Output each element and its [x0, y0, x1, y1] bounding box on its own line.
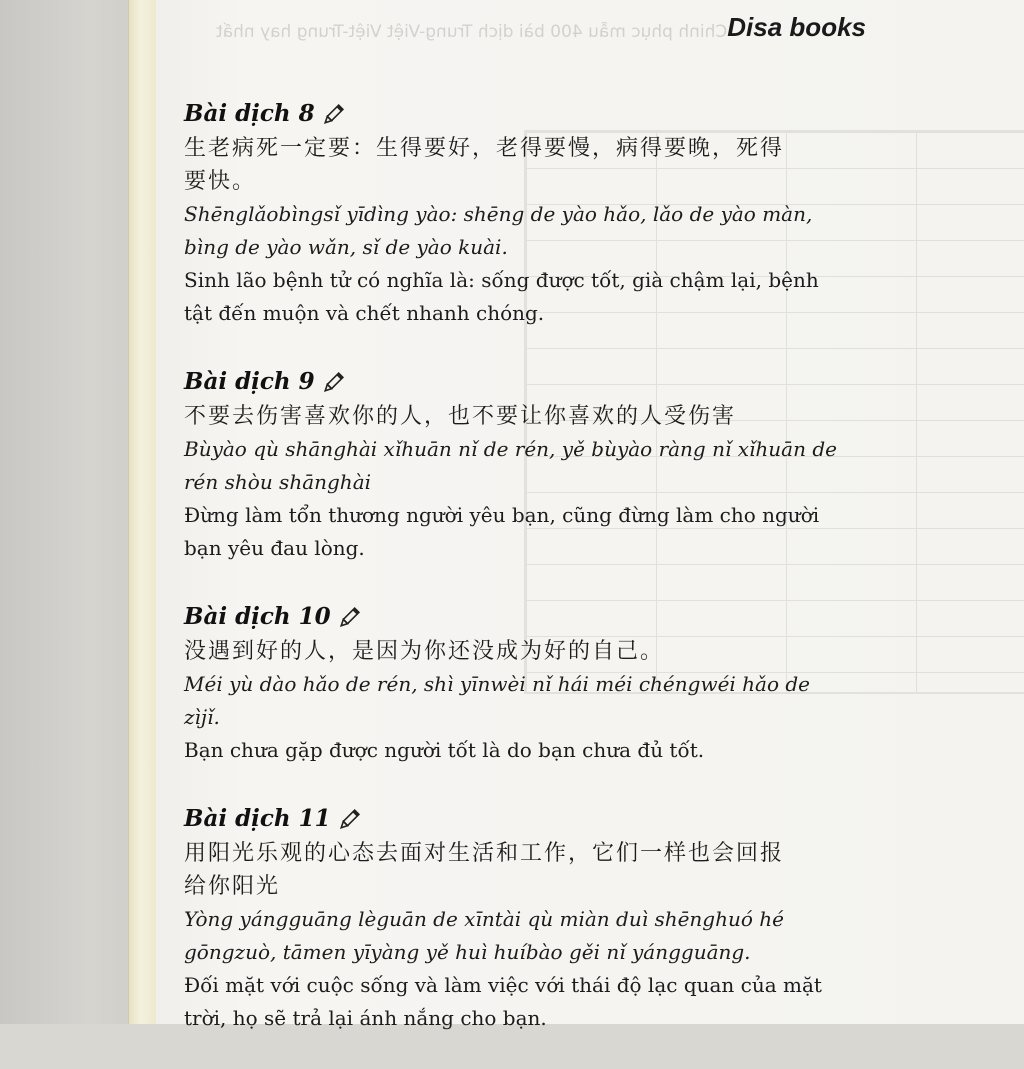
chinese-text: 用阳光乐观的心态去面对生活和工作，它们一样也会回报: [184, 841, 785, 866]
bleed-through-header: Chinh phục mẫu 400 bài dịch Trung-Việt Việt-Trung hay nhất: [216, 22, 728, 42]
section-title: [184, 801, 874, 837]
translation-section: [184, 364, 874, 565]
pencil-icon: [337, 807, 361, 831]
chinese-text: 给你阳光: [184, 874, 281, 899]
section-title-text: Bài dịch 11: [184, 805, 331, 832]
vietnamese-text: Đối mặt với cuộc sống và làm việc với thái độ lạc quan của mặt: [184, 973, 822, 997]
translation-section: [184, 599, 874, 767]
section-title-text: Bài dịch 10: [184, 603, 331, 630]
vietnamese-text: Sinh lão bệnh tử có nghĩa là: sống được tốt, già chậm lại, bệnh: [184, 268, 819, 292]
translation-list: [184, 96, 874, 1069]
pencil-icon: [321, 370, 345, 394]
vietnamese-text: trời, họ sẽ trả lại ánh nắng cho bạn.: [184, 1006, 547, 1030]
pinyin-text: Méi yù dào hǎo de rén, shì yīnwèi nǐ hái méi chéngwéi hǎo de: [184, 672, 811, 696]
book-spine: [128, 0, 159, 1024]
chinese-text: 没遇到好的人，是因为你还没成为好的自己。: [184, 639, 665, 664]
pinyin-text: bìng de yào wǎn, sǐ de yào kuài.: [184, 235, 508, 259]
vietnamese-text: Bạn chưa gặp được người tốt là do bạn chưa đủ tốt.: [184, 738, 705, 762]
pinyin-text: gōngzuò, tāmen yīyàng yě huì huíbào gěi nǐ yángguāng.: [184, 940, 751, 964]
pencil-icon: [321, 102, 345, 126]
pinyin-text: rén shòu shānghài: [184, 470, 372, 494]
section-title: [184, 364, 874, 400]
brand-header: Disa books: [727, 12, 866, 42]
vietnamese-text: tật đến muộn và chết nhanh chóng.: [184, 301, 545, 325]
chinese-text: 不要去伤害喜欢你的人，也不要让你喜欢的人受伤害: [184, 404, 737, 429]
section-title: [184, 599, 874, 635]
section-title: [184, 96, 874, 132]
vietnamese-text: bạn yêu đau lòng.: [184, 536, 365, 560]
translation-section: [184, 801, 874, 1035]
pinyin-text: zìjǐ.: [184, 705, 220, 729]
pencil-icon: [337, 605, 361, 629]
pinyin-text: Yòng yángguāng lèguān de xīntài qù miàn duì shēnghuó hé: [184, 907, 784, 931]
section-title-text: Bài dịch 9: [184, 368, 315, 395]
translation-section: [184, 96, 874, 330]
pinyin-text: Bùyào qù shānghài xǐhuān nǐ de rén, yě bùyào ràng nǐ xǐhuān de: [184, 437, 837, 461]
vietnamese-text: Đừng làm tổn thương người yêu bạn, cũng đừng làm cho người: [184, 503, 820, 527]
section-title-text: Bài dịch 8: [184, 100, 315, 127]
pinyin-text: Shēnglǎobìngsǐ yīdìng yào: shēng de yào hǎo, lǎo de yào màn,: [184, 202, 813, 226]
chinese-text: 生老病死一定要：生得要好，老得要慢，病得要晚，死得: [184, 136, 785, 161]
chinese-text: 要快。: [184, 169, 257, 194]
